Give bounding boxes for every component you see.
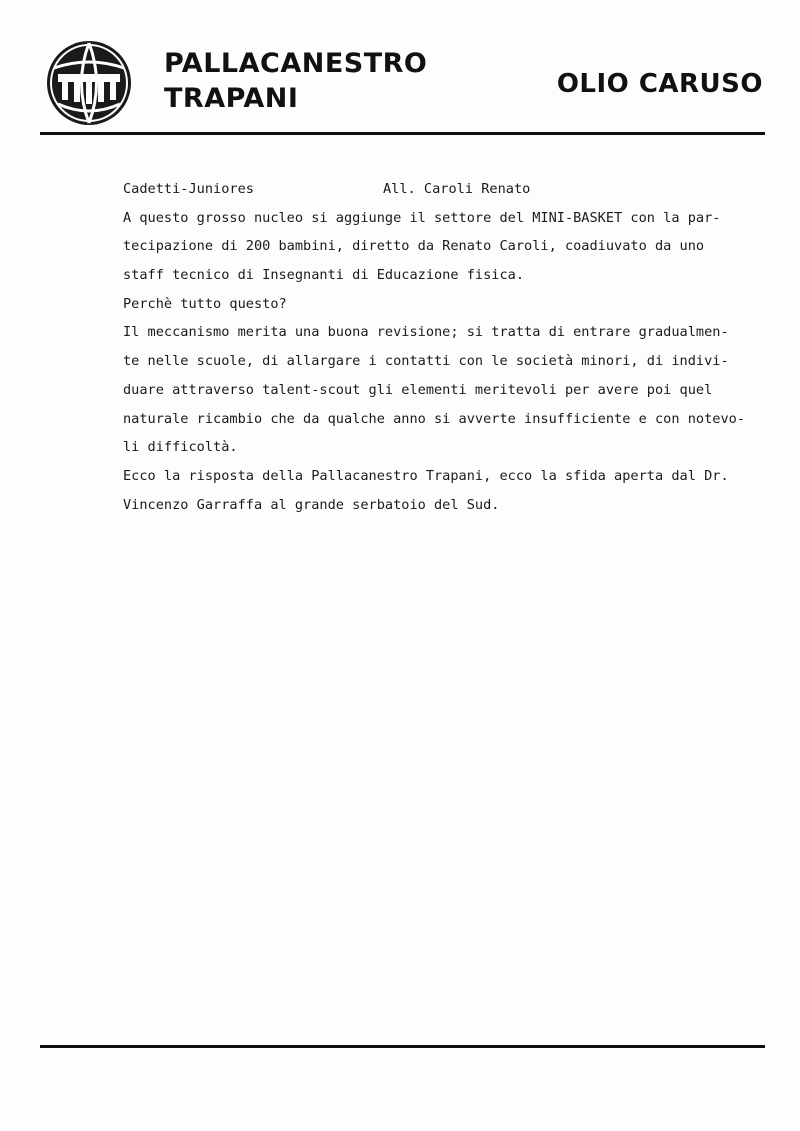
organization-name-line2: TRAPANI	[164, 83, 299, 114]
body-line: tecipazione di 200 bambini, diretto da Renato Caroli, coadiuvato da uno	[123, 238, 705, 255]
body-line: li difficoltà.	[123, 439, 238, 456]
basketball-emblem-icon	[44, 38, 134, 128]
body-line: Il meccanismo merita una buona revisione; si tratta di entrare gradualmen-	[123, 324, 729, 341]
body-line: duare attraverso talent-scout gli elementi meritevoli per avere poi quel	[123, 381, 713, 398]
header-divider	[40, 132, 765, 135]
footer-divider	[40, 1045, 765, 1048]
body-line: A questo grosso nucleo si aggiunge il settore del MINI-BASKET con la par-	[123, 209, 721, 226]
letterhead	[40, 38, 765, 136]
body-line: te nelle scuole, di allargare i contatti con le società minori, di indivi-	[123, 353, 729, 370]
letter-body	[123, 175, 763, 519]
body-line: Perchè tutto questo?	[123, 295, 287, 312]
organization-name	[164, 46, 427, 116]
coach-label: All. Caroli Renato	[383, 181, 531, 197]
body-line: Vincenzo Garraffa al grande serbatoio del Sud.	[123, 496, 500, 513]
team-label: Cadetti-Juniores	[123, 181, 254, 197]
body-line: Ecco la risposta della Pallacanestro Trapani, ecco la sfida aperta dal Dr.	[123, 467, 729, 484]
body-line: staff tecnico di Insegnanti di Educazione fisica.	[123, 267, 525, 284]
body-line: naturale ricambio che da qualche anno si avverte insufficiente e con notevo-	[123, 410, 745, 427]
organization-name-line1: PALLACANESTRO	[164, 48, 428, 79]
team-coach-line	[123, 175, 763, 204]
sponsor-name: OLIO CARUSO	[556, 69, 763, 99]
